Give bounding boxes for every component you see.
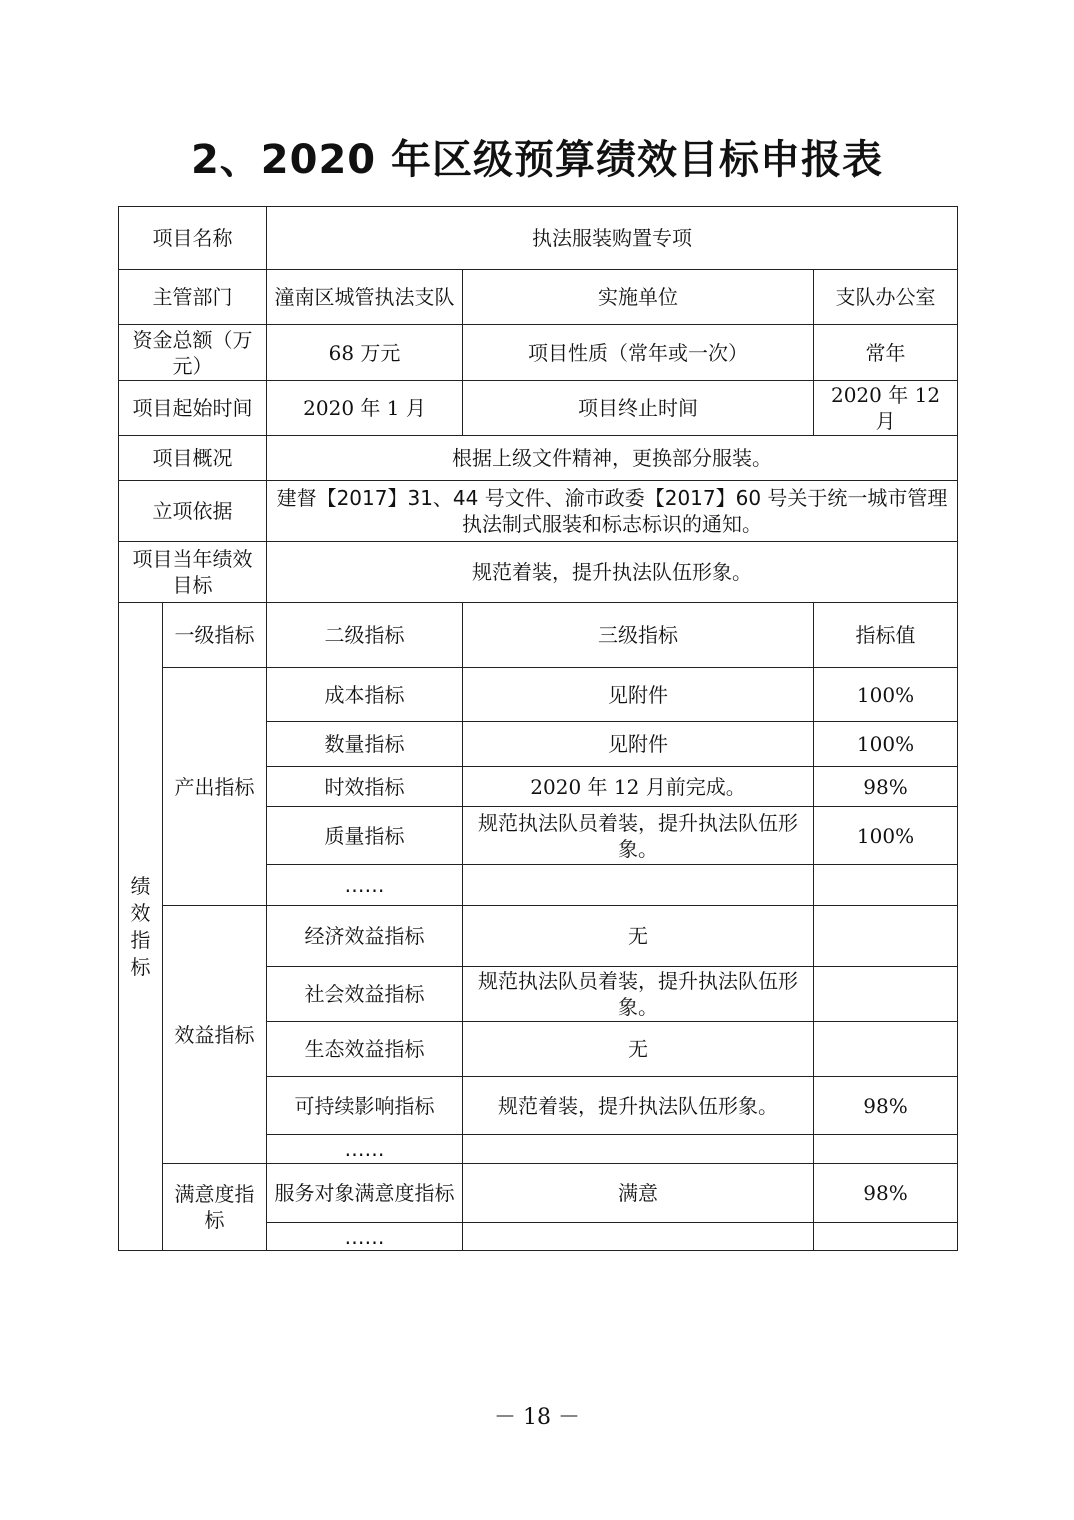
overview-label: 项目概况 — [119, 436, 267, 481]
table-row — [119, 603, 958, 668]
indicator-level2: 经济效益指标 — [267, 906, 463, 967]
nature-value: 常年 — [814, 325, 958, 381]
indicator-value: 98% — [814, 1077, 958, 1135]
start-value: 2020 年 1 月 — [267, 381, 463, 436]
table-row — [119, 270, 958, 325]
project-name-value: 执法服装购置专项 — [267, 207, 958, 270]
indicators-group-text: 绩效指标 — [130, 873, 151, 979]
indicator-level2: …… — [267, 1223, 463, 1251]
table-row — [119, 542, 958, 603]
indicator-value: 100% — [814, 668, 958, 722]
table-row — [119, 436, 958, 481]
table-row — [119, 668, 958, 722]
indicator-value: 100% — [814, 722, 958, 767]
indicators-group-label — [119, 603, 163, 1251]
indicator-value: 98% — [814, 767, 958, 807]
page-title: 2、2020 年区级预算绩效目标申报表 — [190, 137, 884, 183]
col-level2-header: 二级指标 — [267, 603, 463, 668]
indicator-value — [814, 1223, 958, 1251]
indicator-level3: 满意 — [463, 1164, 814, 1223]
indicator-level3: 规范执法队员着装，提升执法队伍形象。 — [463, 807, 814, 865]
table-row — [119, 207, 958, 270]
overview-value: 根据上级文件精神，更换部分服装。 — [267, 436, 958, 481]
benefit-indicator-label: 效益指标 — [163, 906, 267, 1164]
indicator-level3 — [463, 1223, 814, 1251]
indicator-level2: …… — [267, 1135, 463, 1164]
indicator-level2: 数量指标 — [267, 722, 463, 767]
indicator-value: 100% — [814, 807, 958, 865]
indicator-level3: 规范执法队员着装，提升执法队伍形象。 — [463, 967, 814, 1022]
start-label: 项目起始时间 — [119, 381, 267, 436]
dept-value: 潼南区城管执法支队 — [267, 270, 463, 325]
table-row — [119, 325, 958, 381]
dept-label: 主管部门 — [119, 270, 267, 325]
indicator-level2: 可持续影响指标 — [267, 1077, 463, 1135]
col-level1-header: 一级指标 — [163, 603, 267, 668]
indicator-level3 — [463, 865, 814, 906]
satisfaction-indicator-label: 满意度指标 — [163, 1164, 267, 1251]
budget-performance-table — [118, 206, 958, 1251]
table-row — [119, 1164, 958, 1223]
indicator-value — [814, 906, 958, 967]
indicator-level3: 见附件 — [463, 668, 814, 722]
indicator-level3: 规范着装，提升执法队伍形象。 — [463, 1077, 814, 1135]
indicator-level2: …… — [267, 865, 463, 906]
indicator-level3: 无 — [463, 1022, 814, 1077]
page-number: － 18 － — [494, 1405, 580, 1430]
indicator-level2: 时效指标 — [267, 767, 463, 807]
indicator-level3 — [463, 1135, 814, 1164]
nature-label: 项目性质（常年或一次） — [463, 325, 814, 381]
goal-label: 项目当年绩效目标 — [119, 542, 267, 603]
col-value-header: 指标值 — [814, 603, 958, 668]
indicator-level3: 见附件 — [463, 722, 814, 767]
indicator-value — [814, 1135, 958, 1164]
end-value: 2020 年 12 月 — [814, 381, 958, 436]
indicator-value: 98% — [814, 1164, 958, 1223]
goal-value: 规范着装，提升执法队伍形象。 — [267, 542, 958, 603]
indicator-level3: 2020 年 12 月前完成。 — [463, 767, 814, 807]
indicator-value — [814, 865, 958, 906]
col-level3-header: 三级指标 — [463, 603, 814, 668]
indicator-level2: 质量指标 — [267, 807, 463, 865]
indicator-value — [814, 1022, 958, 1077]
basis-value: 建督【2017】31、44 号文件、渝市政委【2017】60 号关于统一城市管理执法制式服装和标志标识的通知。 — [267, 481, 958, 542]
end-label: 项目终止时间 — [463, 381, 814, 436]
indicator-level2: 服务对象满意度指标 — [267, 1164, 463, 1223]
basis-label: 立项依据 — [119, 481, 267, 542]
indicator-level2: 生态效益指标 — [267, 1022, 463, 1077]
indicator-level3: 无 — [463, 906, 814, 967]
impl-label: 实施单位 — [463, 270, 814, 325]
funds-value: 68 万元 — [267, 325, 463, 381]
table-row — [119, 381, 958, 436]
indicator-level2: 成本指标 — [267, 668, 463, 722]
funds-label: 资金总额（万元） — [119, 325, 267, 381]
output-indicator-label: 产出指标 — [163, 668, 267, 906]
table-row — [119, 481, 958, 542]
indicator-value — [814, 967, 958, 1022]
indicator-level2: 社会效益指标 — [267, 967, 463, 1022]
project-name-label: 项目名称 — [119, 207, 267, 270]
table-row — [119, 906, 958, 967]
impl-value: 支队办公室 — [814, 270, 958, 325]
